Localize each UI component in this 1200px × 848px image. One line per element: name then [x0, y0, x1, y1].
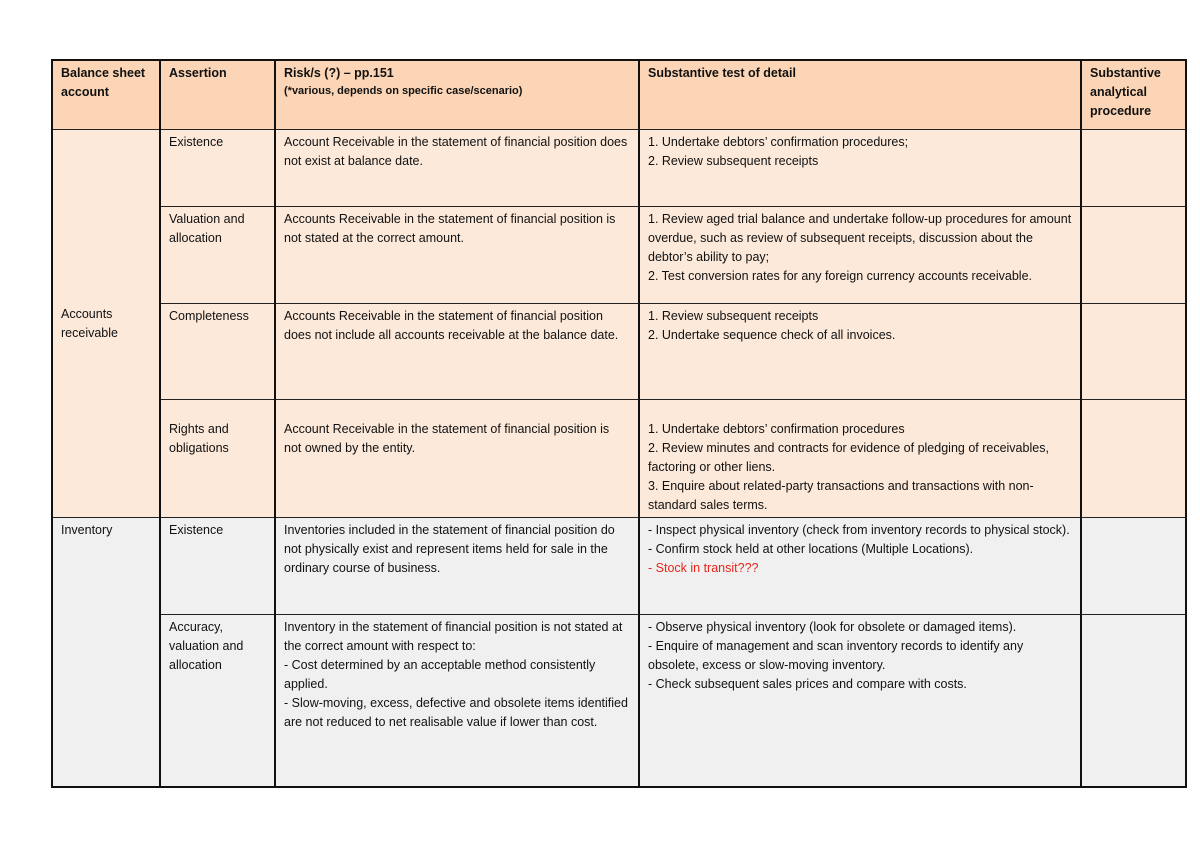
header-analytical: Substantive analytical procedure	[1081, 60, 1186, 129]
risk-cell	[275, 129, 639, 206]
test-line: 1. Review subsequent receipts	[648, 308, 819, 323]
analytical-cell	[1081, 517, 1186, 614]
risk-text: - Cost determined by an acceptable method consistently applied.	[284, 657, 596, 691]
test-line: 2. Review minutes and contracts for evidence of pledging of receivables, factoring or other liens.	[648, 440, 1049, 474]
risk-cell	[275, 517, 639, 614]
test-cell	[639, 206, 1081, 303]
header-assertion: Assertion	[160, 60, 275, 129]
analytical-cell	[1081, 129, 1186, 206]
assertion-cell: Accuracy, valuation and allocation	[160, 614, 275, 787]
header-risk-note: (*various, depends on specific case/scenario)	[284, 85, 523, 97]
test-line: 1. Undertake debtors’ confirmation procedures;	[648, 134, 909, 149]
analytical-cell	[1081, 614, 1186, 787]
account-cell: Accounts receivable	[52, 129, 160, 517]
header-risk-title: Risk/s (?) – pp.151	[284, 66, 394, 80]
assertion-cell: Rights and obligations	[160, 399, 275, 517]
table-row	[52, 614, 1186, 787]
test-line: 1. Undertake debtors’ confirmation procedures	[648, 421, 905, 436]
risk-cell	[275, 399, 639, 517]
table-row	[52, 303, 1186, 399]
risk-text: Accounts Receivable in the statement of financial position does not include all accounts receivable at the balance date.	[284, 308, 619, 342]
test-line: - Observe physical inventory (look for obsolete or damaged items).	[648, 619, 1017, 634]
account-cell: Inventory	[52, 517, 160, 787]
risk-cell	[275, 303, 639, 399]
test-cell	[639, 303, 1081, 399]
table-row	[52, 129, 1186, 206]
test-cell	[639, 129, 1081, 206]
test-line: 3. Enquire about related-party transactions and transactions with non-standard sales terms.	[648, 478, 1034, 512]
table-row	[52, 399, 1186, 517]
risk-cell	[275, 614, 639, 787]
test-line: - Enquire of management and scan inventory records to identify any obsolete, excess or slow-moving inventory.	[648, 638, 1024, 672]
test-line: 1. Review aged trial balance and undertake follow-up procedures for amount overdue, such as review of subsequent receipts, discussion about the debtor’s ability to pay;	[648, 211, 1072, 264]
table-row	[52, 206, 1186, 303]
header-row	[52, 60, 1186, 129]
test-line-highlight: - Stock in transit???	[648, 560, 759, 575]
assertion-cell: Existence	[160, 129, 275, 206]
assertion-cell: Valuation and allocation	[160, 206, 275, 303]
test-line: 2. Test conversion rates for any foreign currency accounts receivable.	[648, 268, 1032, 283]
risk-text: - Slow-moving, excess, defective and obsolete items identified are not reduced to net realisable value if lower than cost.	[284, 695, 628, 729]
test-line: - Check subsequent sales prices and compare with costs.	[648, 676, 967, 691]
audit-procedures-table	[51, 59, 1187, 788]
test-cell	[639, 517, 1081, 614]
test-cell	[639, 614, 1081, 787]
header-risk	[275, 60, 639, 129]
test-line: 2. Undertake sequence check of all invoices.	[648, 327, 896, 342]
assertion-cell: Existence	[160, 517, 275, 614]
analytical-cell	[1081, 303, 1186, 399]
risk-text: Inventory in the statement of financial position is not stated at the correct amount with respect to:	[284, 619, 623, 653]
table-row	[52, 517, 1186, 614]
assertion-cell: Completeness	[160, 303, 275, 399]
analytical-cell	[1081, 206, 1186, 303]
risk-text: Accounts Receivable in the statement of financial position is not stated at the correct amount.	[284, 211, 616, 245]
risk-text: Inventories included in the statement of financial position do not physically exist and represent items held for sale in the ordinary course of business.	[284, 522, 615, 575]
test-line: - Confirm stock held at other locations (Multiple Locations).	[648, 541, 974, 556]
test-cell	[639, 399, 1081, 517]
analytical-cell	[1081, 399, 1186, 517]
risk-cell	[275, 206, 639, 303]
header-test: Substantive test of detail	[639, 60, 1081, 129]
risk-text: Account Receivable in the statement of financial position is not owned by the entity.	[284, 421, 610, 455]
risk-text: Account Receivable in the statement of financial position does not exist at balance date.	[284, 134, 628, 168]
test-line: 2. Review subsequent receipts	[648, 153, 819, 168]
header-account: Balance sheet account	[52, 60, 160, 129]
test-line: - Inspect physical inventory (check from inventory records to physical stock).	[648, 522, 1070, 537]
